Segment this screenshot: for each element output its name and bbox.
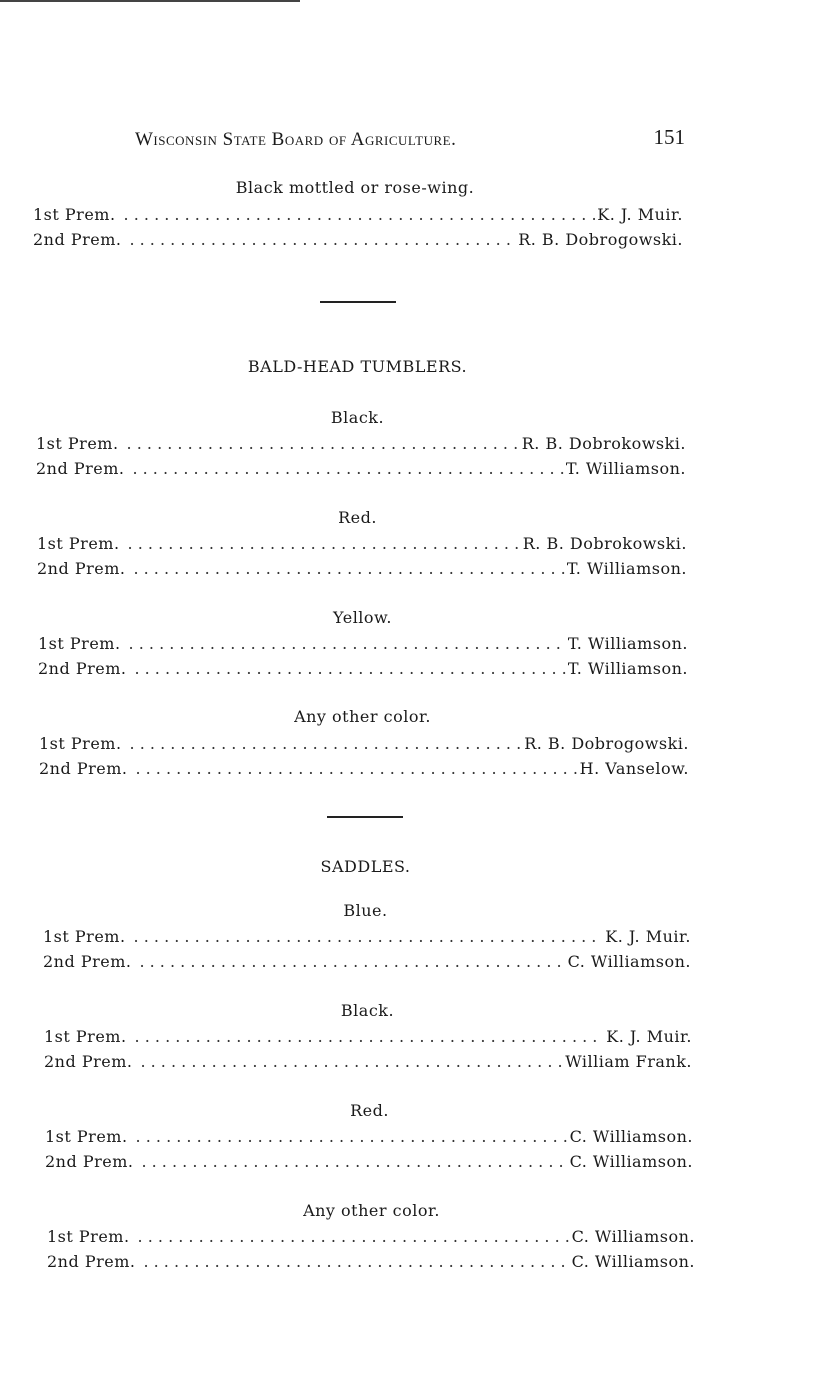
section-divider <box>320 301 396 303</box>
leader-dots <box>127 434 520 453</box>
page-header <box>135 125 685 159</box>
premium-winner: C. Williamson. <box>567 952 691 971</box>
leader-dots <box>130 734 523 753</box>
premium-entry <box>44 1027 692 1046</box>
premium-entry <box>45 1152 693 1171</box>
premium-place: 1st Prem. <box>44 1027 127 1046</box>
class-title: Black. <box>330 408 385 427</box>
premium-winner: K. J. Muir. <box>606 1027 692 1046</box>
premium-entry <box>43 927 691 946</box>
leader-dots <box>134 659 565 678</box>
premium-place: 1st Prem. <box>37 534 120 553</box>
class-title: Black. <box>340 1001 395 1020</box>
premium-winner: T. Williamson. <box>565 459 686 478</box>
premium-winner: R. B. Dobrokowski. <box>522 534 687 553</box>
premium-entry <box>43 952 691 971</box>
premium-entry <box>37 559 687 578</box>
premium-place: 2nd Prem. <box>33 230 122 249</box>
premium-place: 1st Prem. <box>33 205 116 224</box>
premium-place: 2nd Prem. <box>47 1252 136 1271</box>
class-title: Red. <box>350 1101 389 1120</box>
premium-winner: C. Williamson. <box>569 1152 693 1171</box>
premium-winner: K. J. Muir. <box>597 205 683 224</box>
page-number: 151 <box>653 125 685 149</box>
premium-winner: R. B. Dobrokowski. <box>521 434 686 453</box>
premium-winner: K. J. Muir. <box>605 927 691 946</box>
premium-place: 1st Prem. <box>43 927 126 946</box>
section-heading: SADDLES. <box>320 857 411 876</box>
premium-entry <box>38 634 688 653</box>
leader-dots <box>135 1027 605 1046</box>
premium-place: 1st Prem. <box>38 634 121 653</box>
class-title: Black mottled or rose-wing. <box>235 178 475 197</box>
class-title: Red. <box>338 508 377 527</box>
leader-dots <box>136 1127 568 1146</box>
premium-winner: H. Vanselow. <box>579 759 689 778</box>
leader-dots <box>143 1252 569 1271</box>
class-title: Any other color. <box>294 707 431 726</box>
leader-dots <box>141 1152 567 1171</box>
class-title: Yellow. <box>333 608 392 627</box>
premium-winner: R. B. Dobrogowski. <box>524 734 689 753</box>
premium-entry <box>39 734 689 753</box>
premium-place: 2nd Prem. <box>45 1152 134 1171</box>
premium-entry <box>33 205 683 224</box>
premium-entry <box>44 1052 692 1071</box>
premium-winner: William Frank. <box>565 1052 692 1071</box>
premium-winner: T. Williamson. <box>567 634 688 653</box>
leader-dots <box>134 927 604 946</box>
premium-place: 1st Prem. <box>47 1227 130 1246</box>
premium-winner: C. Williamson. <box>571 1252 695 1271</box>
premium-entry <box>47 1227 695 1246</box>
leader-dots <box>139 952 565 971</box>
premium-entry <box>37 534 687 553</box>
premium-place: 1st Prem. <box>36 434 119 453</box>
premium-entry <box>45 1127 693 1146</box>
premium-place: 2nd Prem. <box>44 1052 133 1071</box>
premium-place: 2nd Prem. <box>37 559 126 578</box>
premium-entry <box>36 434 686 453</box>
premium-winner: C. Williamson. <box>571 1227 695 1246</box>
premium-entry <box>33 230 683 249</box>
leader-dots <box>128 534 521 553</box>
premium-place: 1st Prem. <box>39 734 122 753</box>
top-rule <box>0 0 300 2</box>
running-title: Wisconsin State Board of Agriculture. <box>135 129 457 150</box>
class-title: Any other color. <box>303 1201 440 1220</box>
premium-place: 2nd Prem. <box>38 659 127 678</box>
premium-place: 2nd Prem. <box>36 459 125 478</box>
section-heading: BALD-HEAD TUMBLERS. <box>247 357 468 376</box>
premium-winner: R. B. Dobrogowski. <box>518 230 683 249</box>
class-title: Blue. <box>343 901 388 920</box>
premium-entry <box>47 1252 695 1271</box>
leader-dots <box>140 1052 563 1071</box>
premium-place: 2nd Prem. <box>43 952 132 971</box>
premium-winner: C. Williamson. <box>569 1127 693 1146</box>
leader-dots <box>133 559 564 578</box>
premium-winner: T. Williamson. <box>566 559 687 578</box>
premium-entry <box>39 759 689 778</box>
leader-dots <box>138 1227 570 1246</box>
section-divider <box>327 816 403 818</box>
leader-dots <box>124 205 596 224</box>
leader-dots <box>132 459 563 478</box>
leader-dots <box>135 759 577 778</box>
leader-dots <box>129 634 566 653</box>
premium-entry <box>38 659 688 678</box>
leader-dots <box>129 230 516 249</box>
premium-place: 2nd Prem. <box>39 759 128 778</box>
premium-place: 1st Prem. <box>45 1127 128 1146</box>
premium-winner: T. Williamson. <box>567 659 688 678</box>
premium-entry <box>36 459 686 478</box>
